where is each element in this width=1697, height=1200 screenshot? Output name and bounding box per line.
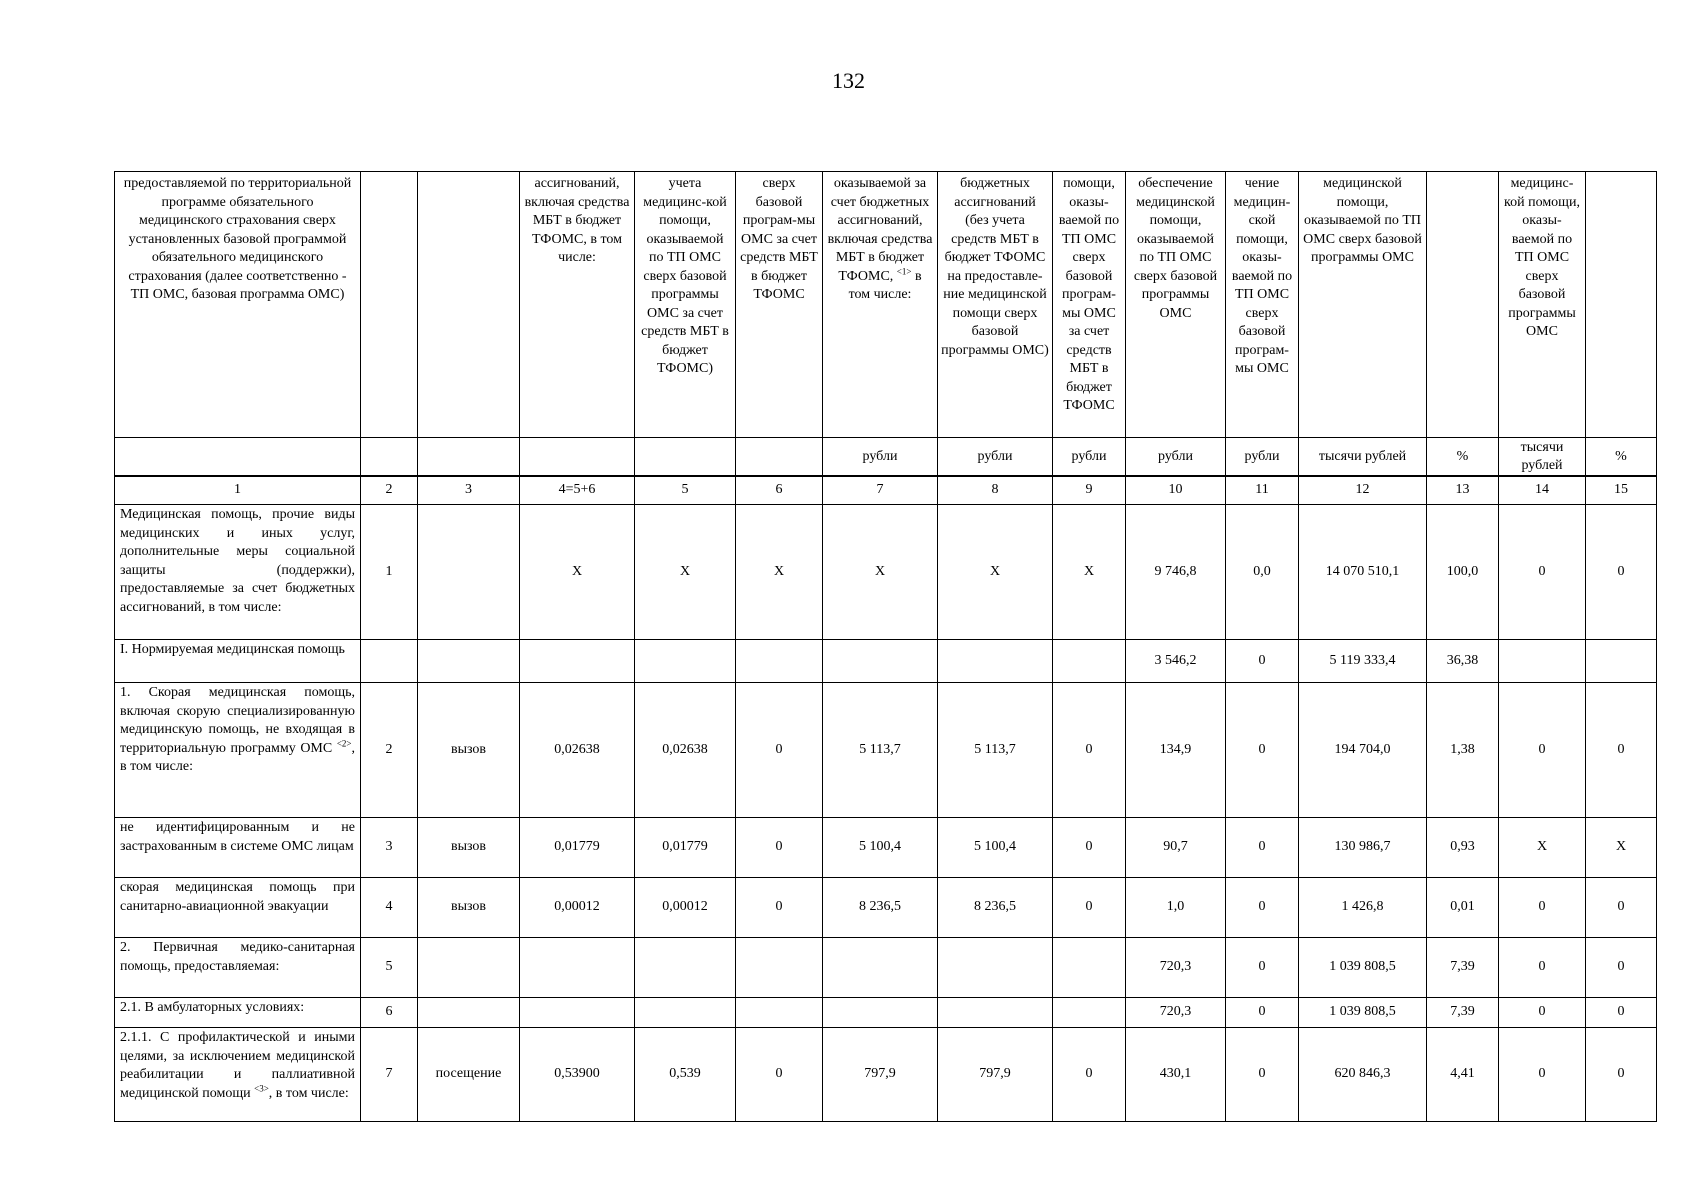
unit-c10: рубли xyxy=(1126,438,1226,477)
row-description: 2. Первичная медико-санитарная помощь, предоставляемая: xyxy=(115,938,361,998)
table-cell: 5 113,7 xyxy=(938,683,1053,818)
table-cell xyxy=(1053,938,1126,998)
col-number: 14 xyxy=(1499,476,1586,505)
table-body xyxy=(114,475,1657,1122)
table-cell: 0,02638 xyxy=(635,683,736,818)
table-cell: 2 xyxy=(361,683,418,818)
unit-c15: % xyxy=(1586,438,1657,477)
table-cell: 9 746,8 xyxy=(1126,505,1226,640)
col-number: 7 xyxy=(823,476,938,505)
col-number: 8 xyxy=(938,476,1053,505)
table-cell: 6 xyxy=(361,998,418,1028)
table-cell: 1,0 xyxy=(1126,878,1226,938)
table-row xyxy=(115,683,1657,818)
table-cell xyxy=(520,640,635,683)
table-cell: 14 070 510,1 xyxy=(1299,505,1427,640)
table-cell xyxy=(520,938,635,998)
header-c4: ассигнований, включая средства МБТ в бюджет ТФОМС, в том числе: xyxy=(520,172,635,438)
table-cell: 0 xyxy=(1226,878,1299,938)
header-c1: предоставляемой по территориальной программе обязательного медицинского страхования сверх установленных базовой программой обязательного медицинского страхования (далее соответственно - ТП ОМС, базовая программа ОМС) xyxy=(115,172,361,438)
header-c7-tail: в том числе: xyxy=(848,268,922,302)
table-cell: 0,00012 xyxy=(635,878,736,938)
unit-c2 xyxy=(361,438,418,477)
row-description: I. Нормируемая медицинская помощь xyxy=(115,640,361,683)
header-row xyxy=(115,172,1657,438)
col-number: 6 xyxy=(736,476,823,505)
table-cell: 0 xyxy=(736,818,823,878)
col-number: 2 xyxy=(361,476,418,505)
table-row xyxy=(115,505,1657,640)
table-cell: 0 xyxy=(1499,683,1586,818)
header-c12: медицинской помощи, оказываемой по ТП ОМС сверх базовой программы ОМС xyxy=(1299,172,1427,438)
table-cell: 0,01779 xyxy=(520,818,635,878)
col-number: 4=5+6 xyxy=(520,476,635,505)
unit-c1 xyxy=(115,438,361,477)
unit-c3 xyxy=(418,438,520,477)
table-cell: 5 113,7 xyxy=(823,683,938,818)
table-cell xyxy=(823,998,938,1028)
header-c7 xyxy=(823,172,938,438)
header-c7-text: оказываемой за счет бюджетных ассигнований, включая средства МБТ в бюджет ТФОМС, xyxy=(827,176,933,284)
table-cell xyxy=(938,640,1053,683)
page-number: 132 xyxy=(832,68,865,93)
footnote-ref-3: <3> xyxy=(254,1082,269,1093)
table-cell xyxy=(635,938,736,998)
table-cell: 0,539 xyxy=(635,1028,736,1122)
table-cell: 720,3 xyxy=(1126,998,1226,1028)
table-cell: 7,39 xyxy=(1427,998,1499,1028)
table-cell xyxy=(938,938,1053,998)
unit-c7: рубли xyxy=(823,438,938,477)
table-cell: 620 846,3 xyxy=(1299,1028,1427,1122)
table-cell: 0 xyxy=(736,878,823,938)
table-cell xyxy=(1499,640,1586,683)
table-cell: 0 xyxy=(1053,878,1126,938)
table-cell: 130 986,7 xyxy=(1299,818,1427,878)
row-description: не идентифицированным и не застрахованным в системе ОМС лицам xyxy=(115,818,361,878)
table-cell xyxy=(1053,640,1126,683)
table-cell xyxy=(635,640,736,683)
col-number: 11 xyxy=(1226,476,1299,505)
header-c2 xyxy=(361,172,418,438)
header-c8: бюджетных ассигнований (без учета средств МБТ в бюджет ТФОМС на предоставле-ние медицинской помощи сверх базовой программы ОМС) xyxy=(938,172,1053,438)
header-c5: учета медицинс-кой помощи, оказываемой по ТП ОМС сверх базовой программы ОМС за счет средств МБТ в бюджет ТФОМС) xyxy=(635,172,736,438)
table-cell: X xyxy=(1499,818,1586,878)
table-cell: 8 236,5 xyxy=(823,878,938,938)
table-row xyxy=(115,818,1657,878)
table-cell: 5 xyxy=(361,938,418,998)
table-row xyxy=(115,1028,1657,1122)
table-cell: 7,39 xyxy=(1427,938,1499,998)
unit-c5 xyxy=(635,438,736,477)
table-cell: 720,3 xyxy=(1126,938,1226,998)
table-cell xyxy=(736,640,823,683)
unit-c9: рубли xyxy=(1053,438,1126,477)
row-description: Медицинская помощь, прочие виды медицинских и иных услуг, дополнительные меры социальной защиты (поддержки), предоставляемые за счет бюджетных ассигнований, в том числе: xyxy=(115,505,361,640)
table-cell: 0,53900 xyxy=(520,1028,635,1122)
table-cell xyxy=(1586,640,1657,683)
table-header xyxy=(114,171,1657,477)
table-cell xyxy=(736,998,823,1028)
table-cell: 5 119 333,4 xyxy=(1299,640,1427,683)
table-cell: 4 xyxy=(361,878,418,938)
unit-c13: % xyxy=(1427,438,1499,477)
header-c15 xyxy=(1586,172,1657,438)
table-cell: 0 xyxy=(736,683,823,818)
table-cell xyxy=(418,505,520,640)
table-cell: 5 100,4 xyxy=(823,818,938,878)
table-cell xyxy=(418,938,520,998)
table-cell: 0 xyxy=(1226,640,1299,683)
unit-c4 xyxy=(520,438,635,477)
header-c3 xyxy=(418,172,520,438)
table-cell: 1 039 808,5 xyxy=(1299,998,1427,1028)
table-cell: 0 xyxy=(1499,1028,1586,1122)
unit-c12: тысячи рублей xyxy=(1299,438,1427,477)
table-cell: 0 xyxy=(1586,878,1657,938)
col-number: 9 xyxy=(1053,476,1126,505)
table-cell: 0 xyxy=(1053,1028,1126,1122)
header-c11: чение медицин-ской помощи, оказы-ваемой по ТП ОМС сверх базовой програм-мы ОМС xyxy=(1226,172,1299,438)
table-cell: 1,38 xyxy=(1427,683,1499,818)
table-cell: 3 546,2 xyxy=(1126,640,1226,683)
unit-c6 xyxy=(736,438,823,477)
col-number: 3 xyxy=(418,476,520,505)
col-number: 10 xyxy=(1126,476,1226,505)
table-cell xyxy=(938,998,1053,1028)
column-numbers-row xyxy=(115,476,1657,505)
table-cell: 0,0 xyxy=(1226,505,1299,640)
units-row xyxy=(115,438,1657,477)
table-cell: посещение xyxy=(418,1028,520,1122)
table-cell: 797,9 xyxy=(823,1028,938,1122)
table-cell: X xyxy=(635,505,736,640)
table-cell: 0 xyxy=(1226,818,1299,878)
table-row xyxy=(115,878,1657,938)
row-description-tail: , в том числе: xyxy=(268,1085,349,1101)
header-c10: обеспечение медицинской помощи, оказываемой по ТП ОМС сверх базовой программы ОМС xyxy=(1126,172,1226,438)
table-cell: 1 039 808,5 xyxy=(1299,938,1427,998)
table-cell: 7 xyxy=(361,1028,418,1122)
table-cell: 0 xyxy=(1226,683,1299,818)
table-cell: 3 xyxy=(361,818,418,878)
col-number: 13 xyxy=(1427,476,1499,505)
table-cell xyxy=(418,640,520,683)
table-cell: 0 xyxy=(1586,1028,1657,1122)
table-cell xyxy=(418,998,520,1028)
row-description xyxy=(115,1028,361,1122)
table-row xyxy=(115,998,1657,1028)
table-cell: 0,01 xyxy=(1427,878,1499,938)
table-cell: 0 xyxy=(1226,1028,1299,1122)
header-c13 xyxy=(1427,172,1499,438)
table-cell: X xyxy=(1053,505,1126,640)
header-c9: помощи, оказы-ваемой по ТП ОМС сверх базовой програм-мы ОМС за счет средств МБТ в бюджет ТФОМС xyxy=(1053,172,1126,438)
table-cell xyxy=(823,938,938,998)
row-description-text: 1. Скорая медицинская помощь, включая скорую специализированную медицинскую помощь, не входящая в территориальную программу ОМС xyxy=(120,685,355,756)
table-cell: 0 xyxy=(736,1028,823,1122)
table-cell: 0 xyxy=(1226,938,1299,998)
row-description: 2.1. В амбулаторных условиях: xyxy=(115,998,361,1028)
table-cell: 0 xyxy=(1586,505,1657,640)
col-number: 15 xyxy=(1586,476,1657,505)
table-cell: 0,93 xyxy=(1427,818,1499,878)
unit-c8: рубли xyxy=(938,438,1053,477)
unit-c14: тысячи рублей xyxy=(1499,438,1586,477)
table-cell: 4,41 xyxy=(1427,1028,1499,1122)
table-cell: 134,9 xyxy=(1126,683,1226,818)
table-cell: 1 426,8 xyxy=(1299,878,1427,938)
table-cell: 430,1 xyxy=(1126,1028,1226,1122)
table-cell: 0 xyxy=(1586,998,1657,1028)
table-cell: 194 704,0 xyxy=(1299,683,1427,818)
table-cell: X xyxy=(938,505,1053,640)
table-cell: 0 xyxy=(1499,505,1586,640)
table-cell: 90,7 xyxy=(1126,818,1226,878)
footnote-ref-1: <1> xyxy=(896,265,912,276)
table-cell: 0 xyxy=(1499,878,1586,938)
table-cell xyxy=(520,998,635,1028)
table-cell: X xyxy=(736,505,823,640)
table-row xyxy=(115,640,1657,683)
table-row xyxy=(115,938,1657,998)
table-cell: 0 xyxy=(1499,998,1586,1028)
table-cell: X xyxy=(823,505,938,640)
header-c6: сверх базовой програм-мы ОМС за счет средств МБТ в бюджет ТФОМС xyxy=(736,172,823,438)
table-cell: вызов xyxy=(418,878,520,938)
table-cell: X xyxy=(1586,818,1657,878)
table-cell xyxy=(1053,998,1126,1028)
unit-c11: рубли xyxy=(1226,438,1299,477)
table-cell xyxy=(361,640,418,683)
col-number: 12 xyxy=(1299,476,1427,505)
table-cell: 0,01779 xyxy=(635,818,736,878)
table-cell: 1 xyxy=(361,505,418,640)
header-c14: медицинс-кой помощи, оказы-ваемой по ТП ОМС сверх базовой программы ОМС xyxy=(1499,172,1586,438)
table-cell: 0,00012 xyxy=(520,878,635,938)
col-number: 1 xyxy=(115,476,361,505)
table-cell: 797,9 xyxy=(938,1028,1053,1122)
table-cell: 0 xyxy=(1053,818,1126,878)
table-cell: 0 xyxy=(1499,938,1586,998)
table-cell: вызов xyxy=(418,683,520,818)
table-cell: 0 xyxy=(1053,683,1126,818)
row-description xyxy=(115,683,361,818)
table-cell: вызов xyxy=(418,818,520,878)
table-cell: 36,38 xyxy=(1427,640,1499,683)
table-cell: 0 xyxy=(1586,683,1657,818)
col-number: 5 xyxy=(635,476,736,505)
table-cell xyxy=(823,640,938,683)
table-cell: 5 100,4 xyxy=(938,818,1053,878)
table-cell: 0 xyxy=(1586,938,1657,998)
table-cell: 0,02638 xyxy=(520,683,635,818)
row-description-text: 2.1.1. С профилактической и иными целями, за исключением медицинской реабилитации и паллиативной медицинской помощи xyxy=(120,1030,355,1101)
table-cell xyxy=(736,938,823,998)
footnote-ref-2: <2> xyxy=(336,737,352,748)
row-description-tail: , в том числе: xyxy=(120,740,355,774)
table-cell: X xyxy=(520,505,635,640)
table-cell: 100,0 xyxy=(1427,505,1499,640)
table-cell: 8 236,5 xyxy=(938,878,1053,938)
table-cell xyxy=(635,998,736,1028)
row-description: скорая медицинская помощь при санитарно-авиационной эвакуации xyxy=(115,878,361,938)
table-cell: 0 xyxy=(1226,998,1299,1028)
